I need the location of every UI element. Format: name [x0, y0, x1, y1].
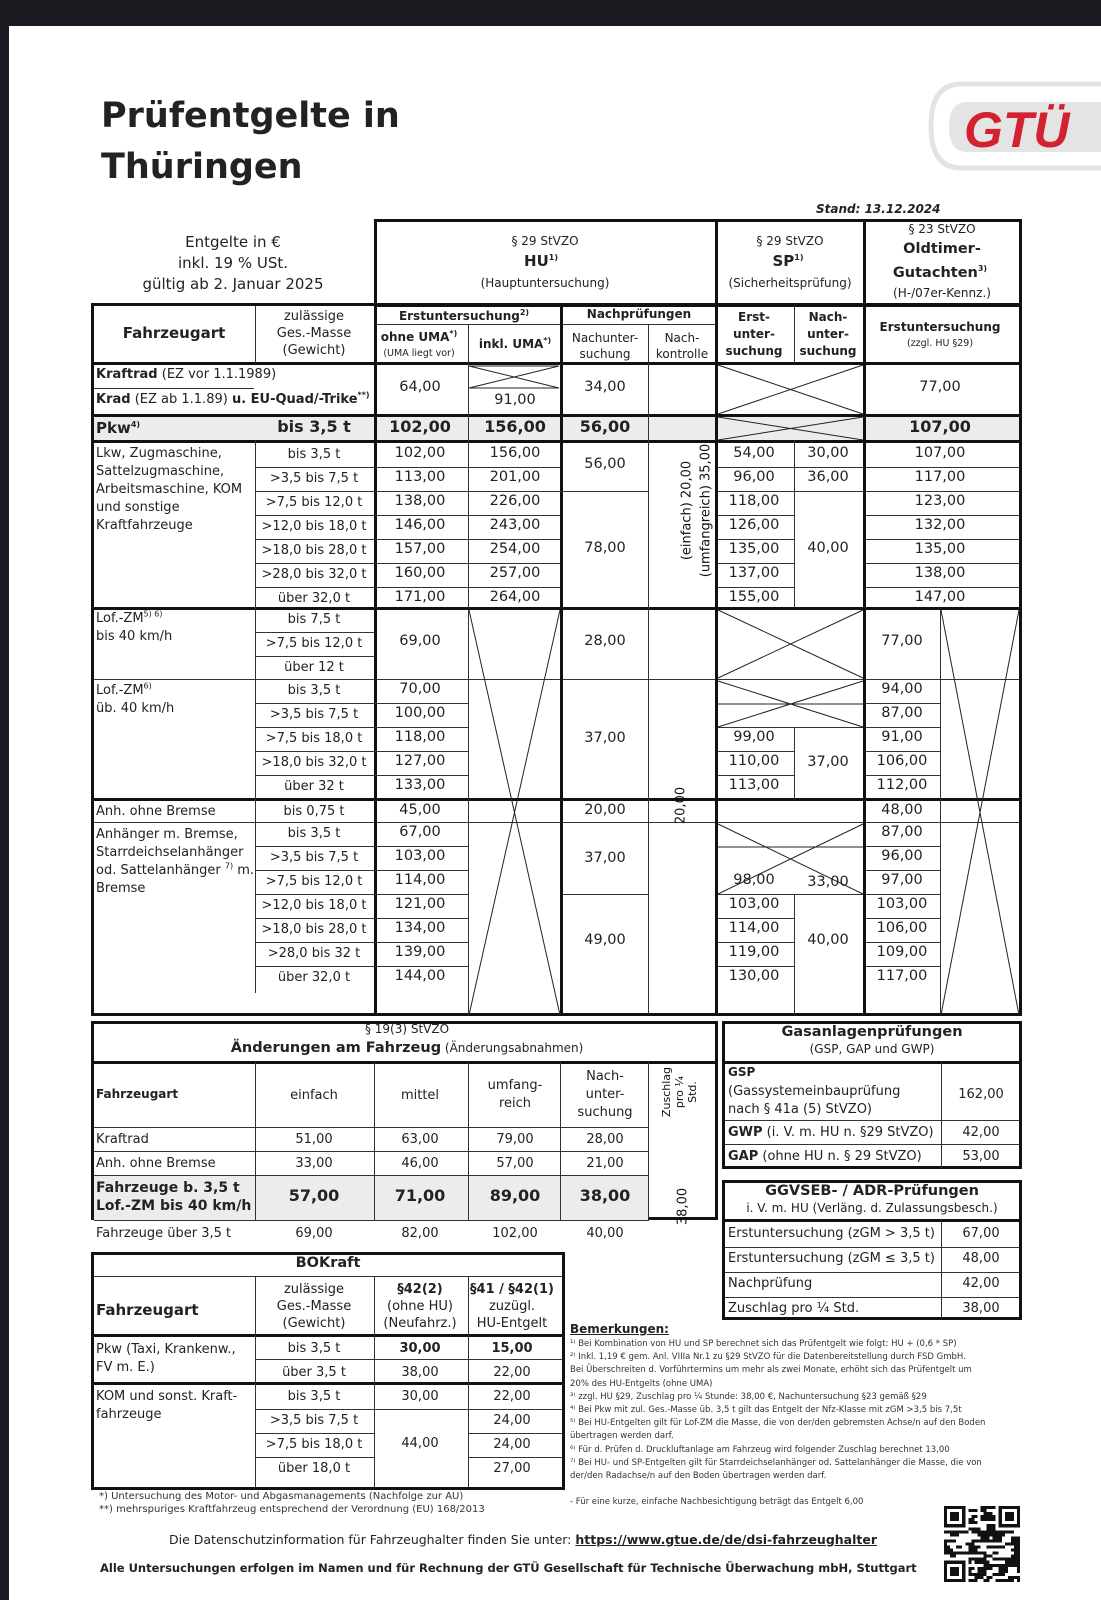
lof2-old: 94,00: [881, 681, 923, 697]
lkw-mass: über 32,0 t: [277, 591, 351, 606]
bok-kom-44: 44,00: [401, 1436, 439, 1451]
lkw-sp-erst: 96,00: [733, 469, 775, 485]
old-na-cross: [941, 610, 1019, 1015]
bok-kom-mass: über 18,0 t: [277, 1461, 351, 1476]
kraftrad-inkl-cross: [469, 366, 559, 388]
sp-name: SP: [772, 252, 795, 270]
adr-title: GGVSEB- / ADR-Prüfungen: [765, 1183, 979, 1199]
ds-text: Die Datenschutzinformation für Fahrzeughalter finden Sie unter:: [169, 1532, 576, 1547]
lkw-spn2: 36,00: [807, 469, 849, 485]
adr-label: Nachprüfung: [728, 1276, 813, 1291]
lkw-inkl: 254,00: [489, 541, 541, 557]
anhb-sp-erst: 130,00: [728, 968, 780, 984]
lkw-inkl: 264,00: [489, 589, 541, 605]
lkw-nu2: 78,00: [584, 540, 626, 556]
anhb-old: 117,00: [876, 968, 928, 984]
lkw-ohne: 146,00: [394, 517, 446, 533]
adr-label: Erstuntersuchung (zGM ≤ 3,5 t): [728, 1251, 935, 1266]
anhb-mass: >7,5 bis 12,0 t: [265, 874, 363, 889]
lof1-old: 77,00: [881, 633, 923, 649]
anhb-mass: >3,5 bis 7,5 t: [269, 850, 359, 865]
pkw-mass: bis 3,5 t: [277, 417, 351, 436]
bem-line: übertragen werden darf.: [570, 1431, 674, 1442]
page-title-line1: Prüfentgelte in: [101, 96, 400, 136]
anhb-sp-erst: 98,00: [733, 872, 775, 888]
bem-line: 20% des HU-Entgelts (ohne UMA): [570, 1378, 713, 1389]
lof2-mass: bis 3,5 t: [287, 683, 341, 698]
lkw-old: 138,00: [914, 565, 966, 581]
lof2-sp-erst: 99,00: [733, 729, 775, 745]
lof2-old: 106,00: [876, 753, 928, 769]
lkw-sp-erst: 54,00: [733, 445, 775, 461]
adr-label: Erstuntersuchung (zGM > 3,5 t): [728, 1226, 935, 1241]
anhb-label: Anhänger m. Bremse,: [96, 827, 238, 842]
lkw-spn3: 40,00: [807, 540, 849, 556]
pkw-nu: 56,00: [579, 417, 631, 436]
anhb-sp-erst: 103,00: [728, 896, 780, 912]
aend-title: Änderungen am Fahrzeug: [230, 1040, 442, 1056]
lkw-sp-erst: 126,00: [728, 517, 780, 533]
bok-kom-c1: 30,00: [401, 1389, 439, 1404]
aend-law: § 19(3) StVZO: [364, 1022, 450, 1036]
footnote-2: **) mehrspuriges Kraftfahrzeug entsprechend der Verordnung (EU) 168/2013: [99, 1504, 485, 1515]
lof2-ohne: 127,00: [394, 753, 446, 769]
lof2-mass: >18,0 bis 32,0 t: [261, 755, 367, 770]
page-title-line2: Thüringen: [101, 147, 303, 187]
lkw-sp-erst: 155,00: [728, 589, 780, 605]
pkw-ohne: 102,00: [389, 417, 451, 436]
adr-value: 48,00: [962, 1251, 1000, 1266]
lkw-mass: >18,0 bis 28,0 t: [261, 543, 367, 558]
bok-kom-c2: 22,00: [493, 1389, 531, 1404]
lkw-old: 147,00: [914, 589, 966, 605]
col-erstuntersuchung: Erstuntersuchung: [398, 309, 520, 323]
qr-code[interactable]: [944, 1506, 1020, 1582]
lkw-old: 123,00: [914, 493, 966, 509]
lof2-mass: >3,5 bis 7,5 t: [269, 707, 359, 722]
entgelte-line1: Entgelte in €: [185, 233, 281, 251]
anhb-ohne: 144,00: [394, 968, 446, 984]
lof2-spn: 37,00: [807, 754, 849, 770]
lkw-ohne: 138,00: [394, 493, 446, 509]
lkw-ohne: 157,00: [394, 541, 446, 557]
hu-law: § 29 StVZO: [511, 234, 579, 248]
bem-line: Bei Überschreiten d. Vorführtermins um mehr als zwei Monate, erhöht sich das Prüfentgelt um: [570, 1365, 972, 1376]
lof1-nu: 28,00: [584, 633, 626, 649]
anhb-sp-erst: 119,00: [728, 944, 780, 960]
old-name1: Oldtimer-: [903, 241, 981, 257]
anhb-mass: >18,0 bis 28,0 t: [261, 922, 367, 937]
lkw-mass: >28,0 bis 32,0 t: [261, 567, 367, 582]
sp-law: § 29 StVZO: [756, 234, 824, 248]
lkw-old: 107,00: [914, 445, 966, 461]
bem-line: ²⁾ Inkl. 1,19 € gem. Anl. VIIIa Nr.1 zu §29 StVZO für die Datenbereitstellung durch FSD GmbH.: [570, 1352, 966, 1363]
bem-line: ⁷⁾ Bei HU- und SP-Entgelten gilt für Starrdeichselanhänger od. Sattelanhänger die Masse, die von: [570, 1457, 982, 1468]
old-law: § 23 StVZO: [908, 222, 976, 236]
anh-label: Anh. ohne Bremse: [96, 804, 216, 819]
lkw-label-line: Sattelzugmaschine,: [96, 464, 225, 479]
adr-value: 38,00: [962, 1301, 1000, 1316]
col-ohne-uma: ohne UMA: [380, 330, 450, 344]
anhb-ohne: 114,00: [394, 872, 446, 888]
nk-umfangreich: (umfangreich) 35,00: [698, 443, 714, 578]
bok-kom-c2: 24,00: [493, 1413, 531, 1428]
lkw-old: 117,00: [914, 469, 966, 485]
kraftrad-label: Kraftrad: [96, 367, 158, 382]
lof2-old: 91,00: [881, 729, 923, 745]
anhb-ohne: 67,00: [399, 824, 441, 840]
anhb-old: 87,00: [881, 824, 923, 840]
pkw-label: Pkw: [96, 419, 131, 437]
bok-kom-mass: >3,5 bis 7,5 t: [269, 1413, 359, 1428]
lkw-sp-erst: 137,00: [728, 565, 780, 581]
anhb-old: 97,00: [881, 872, 923, 888]
lof1-label: Lof.-ZM: [96, 611, 144, 626]
bok-kom-mass: bis 3,5 t: [287, 1389, 341, 1404]
bem-line: - Für eine kurze, einfache Nachbesichtigung beträgt das Entgelt 6,00: [570, 1497, 864, 1508]
kraftrad-sp-cross: [718, 365, 863, 414]
anhb-mass: >28,0 bis 32 t: [267, 946, 361, 961]
pkw-sp-cross: [718, 417, 863, 440]
lof2-ohne: 70,00: [399, 681, 441, 697]
lkw-inkl: 226,00: [489, 493, 541, 509]
anhb-old: 109,00: [876, 944, 928, 960]
bem-line: der/den Radachse/n auf den Boden übertragen werden darf.: [570, 1471, 827, 1481]
bem-line: ⁵⁾ Bei HU-Entgelten gilt für Lof-ZM die Masse, die von der/den gebremsten Achse/n auf den Boden: [570, 1418, 986, 1429]
ds-link[interactable]: https://www.gtue.de/de/dsi-fahrzeughalter: [575, 1532, 877, 1547]
adr-value: 42,00: [962, 1276, 1000, 1291]
anhb-old: 103,00: [876, 896, 928, 912]
hu-desc: (Hauptuntersuchung): [480, 276, 610, 290]
kraftrad-nu: 34,00: [584, 379, 626, 395]
adr-value: 67,00: [962, 1226, 1000, 1241]
lkw-old: 132,00: [914, 517, 966, 533]
anhb-ohne: 139,00: [394, 944, 446, 960]
lkw-mass: >3,5 bis 7,5 t: [269, 471, 359, 486]
anhb-sp-erst: 114,00: [728, 920, 780, 936]
lkw-mass: >7,5 bis 12,0 t: [265, 495, 363, 510]
bok-title: BOKraft: [295, 1255, 361, 1271]
anhb-old: 96,00: [881, 848, 923, 864]
bem-line: ³⁾ zzgl. HU §29, Zuschlag pro ¼ Stunde: 38,00 €, Nachuntersuchung §23 gemäß §29: [570, 1391, 927, 1402]
lof2-old: 112,00: [876, 777, 928, 793]
lkw-ohne: 171,00: [394, 589, 446, 605]
anhb-ohne: 134,00: [394, 920, 446, 936]
krad-label: Krad: [96, 392, 131, 407]
old-desc: (H-/07er-Kennz.): [893, 286, 991, 300]
anhb-mass: bis 3,5 t: [287, 826, 341, 841]
lkw-label-line: Lkw, Zugmaschine,: [96, 446, 222, 461]
entgelte-line2: inkl. 19 % USt.: [177, 254, 289, 272]
lof2-sp-cross: [718, 681, 863, 727]
adr-label: Zuschlag pro ¼ Std.: [728, 1301, 860, 1316]
lof2-sp-erst: 113,00: [728, 777, 780, 793]
lkw-mass: >12,0 bis 18,0 t: [261, 519, 367, 534]
bok-kom-c2: 27,00: [493, 1461, 531, 1476]
lkw-old: 135,00: [914, 541, 966, 557]
lof2-mass: >7,5 bis 18,0 t: [265, 731, 363, 746]
lof1-sp-cross: [718, 610, 863, 678]
nk-anh: 20,00: [673, 786, 689, 825]
lof2-ohne: 100,00: [394, 705, 446, 721]
lkw-inkl: 257,00: [489, 565, 541, 581]
lkw-inkl: 201,00: [489, 469, 541, 485]
anhb-ohne: 121,00: [394, 896, 446, 912]
nk-einfach: (einfach) 20,00: [679, 460, 695, 561]
bottom-line: Alle Untersuchungen erfolgen im Namen und für Rechnung der GTÜ Gesellschaft für Technische Überwachung mbH, Stuttgart: [100, 1561, 917, 1575]
lkw-nu1: 56,00: [584, 456, 626, 472]
bem-line: ⁶⁾ Für d. Prüfen d. Druckluftanlage am Fahrzeug wird folgender Zuschlag berechnet 13,00: [570, 1444, 950, 1455]
lkw-ohne: 160,00: [394, 565, 446, 581]
lkw-sp-erst: 135,00: [728, 541, 780, 557]
lkw-spn1: 30,00: [807, 445, 849, 461]
lkw-inkl: 243,00: [489, 517, 541, 533]
lof2-label: Lof.-ZM: [96, 683, 144, 698]
bem-line: ¹⁾ Bei Kombination von HU und SP berechnet sich das Prüfentgelt wie folgt: HU + (0,6 * SP): [570, 1339, 957, 1349]
logo-text: GTÜ: [964, 102, 1070, 158]
lkw-label-line: und sonstige: [96, 500, 180, 515]
lkw-label-line: Arbeitsmaschine, KOM: [96, 482, 243, 497]
footnote-1: *) Untersuchung des Motor- und Abgasmanagements (Nachfolge zur AU): [99, 1491, 464, 1502]
bok-kom-mass: >7,5 bis 18,0 t: [265, 1437, 363, 1452]
kraftrad-old: 77,00: [919, 379, 961, 395]
pkw-inkl: 156,00: [484, 417, 546, 436]
lkw-mass: bis 3,5 t: [287, 447, 341, 462]
lof2-ohne: 133,00: [394, 777, 446, 793]
anhb-mass: über 32,0 t: [277, 970, 351, 985]
bem-title: Bemerkungen:: [570, 1322, 669, 1336]
col-inkl-uma: inkl. UMA: [478, 337, 544, 351]
anhb-old: 106,00: [876, 920, 928, 936]
old-name2: Gutachten: [892, 265, 978, 281]
col-nachpruefungen: Nachprüfungen: [586, 307, 692, 321]
lof2-old: 87,00: [881, 705, 923, 721]
krad-inkl: 91,00: [494, 392, 536, 408]
lof2-ohne: 118,00: [394, 729, 446, 745]
stand-date: Stand: 13.12.2024: [816, 202, 941, 216]
lkw-ohne: 113,00: [394, 469, 446, 485]
fee-sheet: Prüfentgelte in Thüringen GTÜ Stand: 13.12.2024 Entgelte in € inkl. 19 % USt. gültig ab 2. Januar 2025 § 29 StVZO HU$^{1)}$ (Hauptuntersuchung) § 29 StVZO SP$^{1)}$ (Sicherheitsprüfung) § 23 StVZO Oldtimer- Gutachten$^{3)}$ (H-/07er-Kennz.) Fahrzeugart zulässige Ges.-Masse (Gewicht) Erstuntersuchung$^{2)}$ Nachprüfungen ohne UMA*) (UMA liegt vor) inkl. UMA*) Nachunter- suchung Nach- kontrolle Erst- unter- suchung Nach- unter- suchung Erstuntersuchung (zzgl. HU §29) Kraftrad (EZ vor 1.1.1989) Krad (EZ ab 1.1.89) u. EU-Quad/-Trike**) 64,00 91,00 34,00 77,00 Pkw$^{4)}$ bis 3,5 t 102,00 156,00 56,00 107,00 $Lof.-ZM^{5) 6)}$ bis 40 km/h bis 7,5 t >7,5 bis 12,0 t über 12 t 69,00 28,00 77,00 Lof.-ZM$^{6)}$ üb. 40 km/h 37,00 37,00 Anh. ohne Bremse bis 0,75 t 45,00 20,00 48,00 Anhänger m. Bremse, Starrdeichselanhänger od. Sattelanhänger $^{7)}$ m. Bremse 37,00 49,00 33,00 40,00 (einfach) 20,00 (umfangreich) 35,00 20,00 § 19(3) StVZO Änderungen am Fahrzeug (Änderungsabnahmen) Fahrzeugart einfach mittel umfang- reich Nach- unter- suchung Zuschlag pro ¼ Std. 38,00 Kraftrad 51,00 63,00 79,00 28,00 Anh. ohne Bremse 33,00 46,00 57,00 21,00 Fahrzeuge b. 3,5 t Lof.-ZM bis 40 km/h 57,00 71,00 89,00 38,00 Fahrzeuge über 3,5 t 69,00 82,00 102,00 40,00 Gasanlagenprüfungen (GSP, GAP und GWP) GSP (Gassystemeinbauprüfung nach § 41a (5) StVZO) 162,00 GWP (i. V. m. HU n. §29 StVZO) 42,00 GAP (ohne HU n. § 29 StVZO) 53,00 GGVSEB- / ADR-Prüfungen i. V. m. HU (Verläng. d. Zulassungsbesch.) BOKraft Fahrzeugart zulässige Ges.-Masse (Gewicht) §42(2) (ohne HU) (Neufahrz.) §41 / §42(1) zuzügl. HU-Entgelt Pkw (Taxi, Krankenw., FV m. E.) bis 3,5 t 30,00 15,00 über 3,5 t 38,00 22,00 KOM und sonst. Kraft- fahrzeuge 44,00 Bemerkungen: *) Untersuchung des Motor- und Abgasmanagements (Nachfolge zur AU) **) mehrspuriges Kraftfahrzeug entsprechend der Verordnung (EU) 168/2013 Die Datenschutzinformation für Fahrzeughalter finden Sie unter: https://www.gtue.de/de/dsi-fahrzeughalter Alle Untersuchungen erfolgen im Namen und für Rechnung der GTÜ Gesellschaft für Technische Überwachung mbH, Stuttgart Lkw, Zugmaschine, Sattelzugmaschine, Arbeitsmaschine, KOM und sonstige Kraftfahrzeuge bis 3,5 t 102,00 156,00 54,00 107,00 >3,5 bis 7,5 t 113,00 201,00 96,00 117,00 >7,5 bis 12,0 t 138,00 226,00 118,00 123,00 >12,0 bis 18,0 t 146,00 243,00 126,00 132,00 >18,0 bis 28,0 t 157,00 254,00 135,00 135,00 >28,0 bis 32,0 t 160,00 257,00 137,00 138,00 über 32,0 t 171,00 264,00 155,00 147,00 56,00 78,00 30,00 36,00 40,00 bis 3,5 t 70,00 94,00 >3,5 bis 7,5 t 100,00 87,00 >7,5 bis 18,0 t 118,00 99,00 91,00 >18,0 bis 32,0 t 127,00 110,00 106,00 über 32 t 133,00 113,00 112,00 bis 3,5 t 67,00 87,00 >3,5 bis 7,5 t 103,00 96,00 >7,5 bis 12,0 t 114,00 98,00 97,00 >12,0 bis 18,0 t 121,00 103,00 103,00 >18,0 bis 28,0 t 134,00 114,00 106,00 >28,0 bis 32 t 139,00 119,00 109,00 über 32,0 t 144,00 130,00 117,00 Erstuntersuchung (zGM > 3,5 t) 67,00 Erstuntersuchung (zGM ≤ 3,5 t) 48,00 Nachprüfung 42,00 Zuschlag pro ¼ Std. 38,00 bis 3,5 t 30,00 22,00 >3,5 bis 7,5 t 24,00 >7,5 bis 18,0 t 24,00 über 18,0 t 27,00 ¹⁾ Bei Kombination von HU und SP berechnet sich das Prüfentgelt wie folgt: HU + (0,6 * SP) ²⁾ Inkl. 1,19 € gem. Anl. VIIIa Nr.1 zu §29 StVZO für die Datenbereitstellung durch FSD GmbH. Bei Überschreiten d. Vorführtermins um mehr als zwei Monate, erhöht sich das Prüfentgelt um 20% des HU-Entgelts (ohne UMA) ³⁾ zzgl. HU §29, Zuschlag pro ¼ Stunde: 38,00 €, Nachuntersuchung §23 gemäß §29 ⁴⁾ Bei Pkw mit zul. Ges.-Masse üb. 3,5 t gilt das Entgelt der Nfz-Klasse mit zGM >3,5 bis 7,5t ⁵⁾ Bei HU-Entgelten gilt für Lof-ZM die Masse, die von der/den gebremsten Achse/n auf den Boden übertragen werden darf. ⁶⁾ Für d. Prüfen d. Druckluftanlage am Fahrzeug wird folgender Zuschlag berechnet 13,00 ⁷⁾ Bei HU- und SP-Entgelten gilt für Starrdeichselanhänger od. Sattelanhänger die Masse, die von der/den Radachse/n auf den Boden übertragen werden darf. - Für eine kurze, einfache Nachbesichtigung beträgt das Entgelt 6,00: [9, 26, 1101, 1600]
anhb-mass: >12,0 bis 18,0 t: [261, 898, 367, 913]
lof2-mass: über 32 t: [284, 779, 344, 794]
pkw-old: 107,00: [909, 417, 971, 436]
aend-zuschlag-val: 38,00: [675, 1187, 691, 1226]
hu-name: HU: [524, 252, 549, 270]
lof2-sp-erst: 110,00: [728, 753, 780, 769]
gas-title: Gasanlagenprüfungen: [781, 1024, 963, 1040]
lkw-ohne: 102,00: [394, 445, 446, 461]
kraftrad-ohne: 64,00: [399, 379, 441, 395]
sp-desc: (Sicherheitsprüfung): [728, 276, 852, 290]
lkw-sp-erst: 118,00: [728, 493, 780, 509]
anhb-ohne: 103,00: [394, 848, 446, 864]
bok-kom-c2: 24,00: [493, 1437, 531, 1452]
gtue-logo: [927, 80, 1101, 172]
bem-line: ⁴⁾ Bei Pkw mit zul. Ges.-Masse üb. 3,5 t gilt das Entgelt der Nfz-Klasse mit zGM >3,5 bis 7,5t: [570, 1405, 962, 1415]
lof1-ohne: 69,00: [399, 633, 441, 649]
inkl-uma-na-cross: [469, 610, 560, 1015]
lkw-inkl: 156,00: [489, 445, 541, 461]
entgelte-line3: gültig ab 2. Januar 2025: [142, 275, 324, 293]
lof2-nu: 37,00: [584, 730, 626, 746]
lkw-label-line: Kraftfahrzeuge: [96, 518, 193, 533]
col-fahrzeugart: Fahrzeugart: [122, 324, 226, 342]
